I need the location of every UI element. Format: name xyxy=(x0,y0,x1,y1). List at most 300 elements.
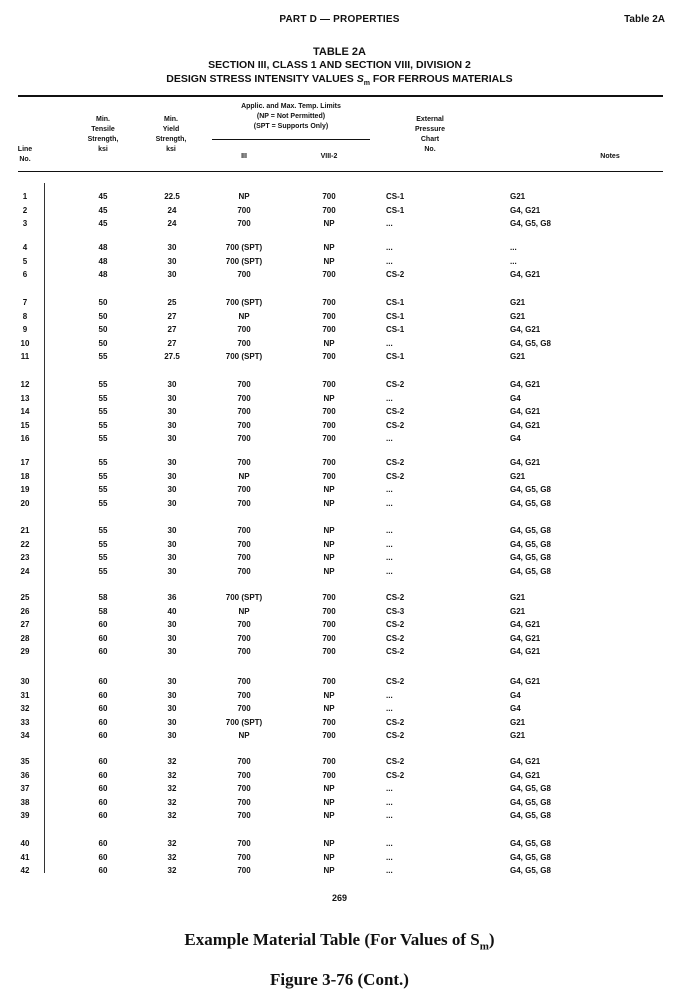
cell-line-no: 29 xyxy=(20,647,30,657)
cell-line-no: 38 xyxy=(20,797,30,807)
table-row xyxy=(0,718,679,731)
cell-yield: 30 xyxy=(167,704,177,714)
cell-line-no: 41 xyxy=(20,852,30,862)
cell-ext-chart: CS-2 xyxy=(386,407,405,417)
cell-line-no: 25 xyxy=(20,593,30,602)
cell-iii-limit: 700 xyxy=(237,434,251,444)
cell-ext-chart: ... xyxy=(386,839,393,848)
cell-tensile: 48 xyxy=(98,256,108,266)
cell-iii-limit: 700 xyxy=(237,205,251,215)
table-row xyxy=(0,339,679,352)
cell-yield: 32 xyxy=(167,852,177,862)
cell-viii-limit: 700 xyxy=(322,352,336,362)
cell-yield: 27.5 xyxy=(164,352,180,362)
cell-notes: G4, G5, G8 xyxy=(510,485,551,495)
cell-iii-limit: 700 xyxy=(237,704,251,714)
cell-line-no: 2 xyxy=(22,205,28,215)
cell-ext-chart: CS-1 xyxy=(386,192,405,201)
cell-yield: 30 xyxy=(167,270,177,280)
table-row xyxy=(0,298,679,311)
cell-tensile: 60 xyxy=(98,717,108,727)
table-row xyxy=(0,866,679,879)
cell-viii-limit: NP xyxy=(323,485,335,495)
cell-iii-limit: NP xyxy=(238,311,250,321)
cell-viii-limit: NP xyxy=(323,704,335,714)
cell-notes: G21 xyxy=(510,593,526,602)
cell-viii-limit: NP xyxy=(323,797,335,807)
cell-iii-limit: NP xyxy=(238,192,250,201)
cell-line-no: 33 xyxy=(20,717,30,727)
table-row xyxy=(0,677,679,690)
col-header-tensile-l4: ksi xyxy=(98,146,108,153)
page-number: 269 xyxy=(331,893,348,903)
cell-viii-limit: NP xyxy=(323,811,335,821)
cell-tensile: 60 xyxy=(98,704,108,714)
cell-iii-limit: NP xyxy=(238,731,250,741)
cell-ext-chart: CS-2 xyxy=(386,458,405,467)
cell-viii-limit: NP xyxy=(323,243,335,252)
cell-iii-limit: 700 xyxy=(237,458,251,467)
cell-iii-limit: 700 xyxy=(237,553,251,563)
cell-ext-chart: CS-1 xyxy=(386,325,405,335)
cell-line-no: 28 xyxy=(20,633,30,643)
cell-tensile: 55 xyxy=(98,420,108,430)
figure-caption xyxy=(0,930,679,952)
table-row xyxy=(0,757,679,770)
cell-yield: 30 xyxy=(167,407,177,417)
cell-ext-chart: CS-2 xyxy=(386,270,405,280)
table-description xyxy=(0,73,679,87)
cell-iii-limit: 700 xyxy=(237,633,251,643)
table-row xyxy=(0,192,679,205)
cell-notes: G4, G5, G8 xyxy=(510,866,551,876)
cell-line-no: 15 xyxy=(20,420,30,430)
cell-yield: 30 xyxy=(167,553,177,563)
cell-iii-limit: 700 xyxy=(237,839,251,848)
cell-viii-limit: 700 xyxy=(322,458,336,467)
cell-line-no: 32 xyxy=(20,704,30,714)
table-row xyxy=(0,634,679,647)
table-row xyxy=(0,647,679,660)
table-title: TABLE 2A xyxy=(313,46,366,58)
cell-ext-chart: CS-1 xyxy=(386,311,405,321)
cell-notes: G4 xyxy=(510,690,521,700)
cell-ext-chart: CS-2 xyxy=(386,717,405,727)
cell-line-no: 40 xyxy=(20,839,30,848)
table-row xyxy=(0,352,679,365)
cell-viii-limit: NP xyxy=(323,256,335,266)
cell-iii-limit: 700 xyxy=(237,420,251,430)
cell-viii-limit: NP xyxy=(323,839,335,848)
cell-line-no: 9 xyxy=(22,325,28,335)
table-row xyxy=(0,472,679,485)
cell-viii-limit: 700 xyxy=(322,298,336,307)
cell-viii-limit: 700 xyxy=(322,593,336,602)
cell-ext-chart: CS-2 xyxy=(386,757,405,766)
cell-notes: G4, G5, G8 xyxy=(510,811,551,821)
cell-notes: G4 xyxy=(510,704,521,714)
cell-iii-limit: 700 xyxy=(237,690,251,700)
cell-tensile: 60 xyxy=(98,770,108,780)
cell-tensile: 58 xyxy=(98,606,108,616)
cell-ext-chart: CS-2 xyxy=(386,633,405,643)
cell-yield: 36 xyxy=(167,593,177,602)
cell-iii-limit: 700 xyxy=(237,407,251,417)
table-row xyxy=(0,553,679,566)
cell-line-no: 1 xyxy=(22,192,28,201)
cell-line-no: 42 xyxy=(20,866,30,876)
cell-tensile: 58 xyxy=(98,593,108,602)
cell-notes: G4 xyxy=(510,393,521,403)
cell-ext-chart: CS-2 xyxy=(386,593,405,602)
cell-line-no: 18 xyxy=(20,471,30,481)
cell-notes: G4, G5, G8 xyxy=(510,498,551,508)
cell-viii-limit: 700 xyxy=(322,606,336,616)
cell-notes: G4, G5, G8 xyxy=(510,784,551,794)
table-row xyxy=(0,811,679,824)
cell-notes: G4, G5, G8 xyxy=(510,797,551,807)
cell-iii-limit: 700 (SPT) xyxy=(225,256,263,266)
cell-iii-limit: 700 xyxy=(237,852,251,862)
cell-notes: G4, G21 xyxy=(510,270,541,280)
cell-notes: G4 xyxy=(510,434,521,444)
cell-yield: 32 xyxy=(167,757,177,766)
cell-ext-chart: ... xyxy=(386,811,393,821)
cell-viii-limit: 700 xyxy=(322,311,336,321)
cell-tensile: 55 xyxy=(98,485,108,495)
cell-iii-limit: 700 xyxy=(237,498,251,508)
cell-tensile: 55 xyxy=(98,393,108,403)
cell-yield: 32 xyxy=(167,811,177,821)
cell-viii-limit: 700 xyxy=(322,633,336,643)
figure-caption-subscript: m xyxy=(479,940,489,953)
cell-yield: 30 xyxy=(167,731,177,741)
cell-iii-limit: 700 xyxy=(237,866,251,876)
table-row xyxy=(0,499,679,512)
col-header-tensile-l3: Strength, xyxy=(87,136,119,143)
cell-ext-chart: CS-2 xyxy=(386,620,405,630)
col-header-line-l2: No. xyxy=(19,156,31,163)
cell-yield: 30 xyxy=(167,526,177,535)
cell-ext-chart: CS-1 xyxy=(386,298,405,307)
table-row xyxy=(0,434,679,447)
cell-ext-chart: CS-3 xyxy=(386,606,405,616)
cell-notes: G21 xyxy=(510,192,526,201)
cell-iii-limit: 700 (SPT) xyxy=(225,298,263,307)
table-row xyxy=(0,325,679,338)
cell-line-no: 7 xyxy=(22,298,28,307)
cell-tensile: 60 xyxy=(98,677,108,686)
table-row xyxy=(0,798,679,811)
cell-tensile: 55 xyxy=(98,471,108,481)
cell-ext-chart: CS-2 xyxy=(386,647,405,657)
cell-ext-chart: ... xyxy=(386,866,393,876)
cell-viii-limit: 700 xyxy=(322,757,336,766)
cell-ext-chart: CS-2 xyxy=(386,770,405,780)
col-header-external-l1: External xyxy=(416,116,444,123)
cell-viii-limit: 700 xyxy=(322,407,336,417)
cell-iii-limit: 700 xyxy=(237,526,251,535)
table-description-suffix: FOR FERROUS MATERIALS xyxy=(369,73,513,85)
cell-yield: 30 xyxy=(167,393,177,403)
cell-yield: 30 xyxy=(167,380,177,389)
table-row xyxy=(0,380,679,393)
cell-yield: 30 xyxy=(167,566,177,576)
cell-line-no: 3 xyxy=(22,219,28,229)
table-row xyxy=(0,526,679,539)
cell-notes: G4, G5, G8 xyxy=(510,539,551,549)
cell-ext-chart: ... xyxy=(386,526,393,535)
cell-viii-limit: 700 xyxy=(322,380,336,389)
table-subtitle: SECTION III, CLASS 1 AND SECTION VIII, DIVISION 2 xyxy=(208,59,471,71)
cell-line-no: 31 xyxy=(20,690,30,700)
cell-iii-limit: 700 xyxy=(237,797,251,807)
table-row xyxy=(0,540,679,553)
table-row xyxy=(0,257,679,270)
cell-viii-limit: NP xyxy=(323,566,335,576)
cell-line-no: 30 xyxy=(20,677,30,686)
col-header-line-l1: Line xyxy=(17,146,33,153)
cell-yield: 32 xyxy=(167,866,177,876)
cell-line-no: 13 xyxy=(20,393,30,403)
cell-viii-limit: NP xyxy=(323,852,335,862)
table-row xyxy=(0,704,679,717)
cell-yield: 30 xyxy=(167,677,177,686)
cell-tensile: 60 xyxy=(98,620,108,630)
cell-viii-limit: 700 xyxy=(322,434,336,444)
cell-ext-chart: ... xyxy=(386,553,393,563)
cell-viii-limit: NP xyxy=(323,526,335,535)
col-header-applic-l1: Applic. and Max. Temp. Limits xyxy=(241,103,341,110)
col-header-iii: III xyxy=(241,153,247,160)
cell-line-no: 23 xyxy=(20,553,30,563)
col-header-yield xyxy=(146,115,196,155)
cell-iii-limit: 700 xyxy=(237,647,251,657)
cell-line-no: 6 xyxy=(22,270,28,280)
cell-viii-limit: NP xyxy=(323,784,335,794)
cell-viii-limit: NP xyxy=(323,690,335,700)
table-row xyxy=(0,620,679,633)
col-header-tensile-l1: Min. xyxy=(96,116,110,123)
cell-notes: G21 xyxy=(510,352,526,362)
cell-tensile: 45 xyxy=(98,192,108,201)
cell-tensile: 55 xyxy=(98,526,108,535)
cell-ext-chart: ... xyxy=(386,852,393,862)
col-header-notes: Notes xyxy=(600,153,620,160)
cell-notes: G4, G5, G8 xyxy=(510,566,551,576)
cell-yield: 30 xyxy=(167,256,177,266)
cell-yield: 30 xyxy=(167,458,177,467)
cell-notes: G21 xyxy=(510,311,526,321)
cell-tensile: 55 xyxy=(98,553,108,563)
page-header-table-ref: Table 2A xyxy=(624,14,665,25)
cell-notes: G4, G21 xyxy=(510,677,541,686)
cell-yield: 40 xyxy=(167,606,177,616)
cell-yield: 32 xyxy=(167,797,177,807)
cell-tensile: 60 xyxy=(98,784,108,794)
table-row xyxy=(0,853,679,866)
cell-line-no: 37 xyxy=(20,784,30,794)
cell-tensile: 55 xyxy=(98,352,108,362)
top-rule xyxy=(18,95,663,97)
cell-yield: 30 xyxy=(167,620,177,630)
cell-line-no: 20 xyxy=(20,498,30,508)
cell-notes: G21 xyxy=(510,298,526,307)
col-header-external xyxy=(400,115,460,155)
cell-ext-chart: CS-2 xyxy=(386,677,405,686)
cell-iii-limit: 700 (SPT) xyxy=(225,352,263,362)
cell-tensile: 45 xyxy=(98,205,108,215)
cell-viii-limit: NP xyxy=(323,393,335,403)
cell-notes: G4, G5, G8 xyxy=(510,852,551,862)
cell-yield: 27 xyxy=(167,325,177,335)
sm-subscript: m xyxy=(363,80,370,88)
cell-line-no: 27 xyxy=(20,620,30,630)
cell-viii-limit: 700 xyxy=(322,471,336,481)
cell-yield: 30 xyxy=(167,539,177,549)
table-row xyxy=(0,421,679,434)
cell-ext-chart: CS-2 xyxy=(386,471,405,481)
cell-tensile: 48 xyxy=(98,243,108,252)
cell-ext-chart: ... xyxy=(386,256,393,266)
cell-viii-limit: NP xyxy=(323,553,335,563)
col-header-yield-l4: ksi xyxy=(166,146,176,153)
cell-iii-limit: 700 (SPT) xyxy=(225,593,263,602)
col-header-tensile-l2: Tensile xyxy=(91,126,115,133)
cell-viii-limit: 700 xyxy=(322,420,336,430)
cell-notes: G4, G21 xyxy=(510,420,541,430)
cell-line-no: 39 xyxy=(20,811,30,821)
cell-iii-limit: 700 xyxy=(237,485,251,495)
cell-tensile: 50 xyxy=(98,298,108,307)
cell-viii-limit: 700 xyxy=(322,620,336,630)
cell-line-no: 19 xyxy=(20,485,30,495)
cell-iii-limit: 700 xyxy=(237,811,251,821)
page-header-title: PART D — PROPERTIES xyxy=(279,14,400,25)
cell-ext-chart: ... xyxy=(386,485,393,495)
cell-line-no: 21 xyxy=(20,526,30,535)
cell-iii-limit: 700 xyxy=(237,393,251,403)
col-header-applic-l3: (SPT = Supports Only) xyxy=(253,123,329,130)
cell-notes: G4, G21 xyxy=(510,647,541,657)
cell-yield: 24 xyxy=(167,219,177,229)
cell-notes: G4, G21 xyxy=(510,380,541,389)
table-row xyxy=(0,243,679,256)
cell-ext-chart: CS-2 xyxy=(386,420,405,430)
cell-iii-limit: 700 xyxy=(237,539,251,549)
cell-notes: G21 xyxy=(510,717,526,727)
table-row xyxy=(0,691,679,704)
cell-line-no: 26 xyxy=(20,606,30,616)
applic-rule xyxy=(212,139,370,140)
table-row xyxy=(0,394,679,407)
cell-ext-chart: ... xyxy=(386,434,393,444)
cell-notes: G21 xyxy=(510,606,526,616)
cell-tensile: 60 xyxy=(98,811,108,821)
cell-yield: 30 xyxy=(167,498,177,508)
cell-ext-chart: ... xyxy=(386,539,393,549)
cell-line-no: 17 xyxy=(20,458,30,467)
table-row xyxy=(0,270,679,283)
cell-viii-limit: 700 xyxy=(322,770,336,780)
table-row xyxy=(0,771,679,784)
cell-tensile: 60 xyxy=(98,633,108,643)
cell-viii-limit: NP xyxy=(323,866,335,876)
cell-tensile: 55 xyxy=(98,434,108,444)
table-row xyxy=(0,485,679,498)
cell-iii-limit: 700 xyxy=(237,270,251,280)
cell-ext-chart: ... xyxy=(386,243,393,252)
cell-iii-limit: NP xyxy=(238,606,250,616)
cell-line-no: 11 xyxy=(20,352,30,362)
cell-iii-limit: 700 xyxy=(237,325,251,335)
table-row xyxy=(0,458,679,471)
cell-viii-limit: NP xyxy=(323,539,335,549)
cell-notes: G4, G21 xyxy=(510,205,541,215)
cell-tensile: 50 xyxy=(98,311,108,321)
cell-viii-limit: 700 xyxy=(322,192,336,201)
cell-yield: 27 xyxy=(167,311,177,321)
cell-iii-limit: 700 xyxy=(237,770,251,780)
cell-line-no: 35 xyxy=(20,757,30,766)
figure-number: Figure 3-76 (Cont.) xyxy=(270,970,409,989)
cell-iii-limit: 700 xyxy=(237,566,251,576)
cell-yield: 30 xyxy=(167,717,177,727)
cell-yield: 30 xyxy=(167,420,177,430)
cell-ext-chart: CS-1 xyxy=(386,205,405,215)
col-header-line xyxy=(10,145,40,165)
cell-tensile: 60 xyxy=(98,797,108,807)
cell-tensile: 50 xyxy=(98,325,108,335)
cell-yield: 30 xyxy=(167,471,177,481)
cell-notes: G4, G21 xyxy=(510,757,541,766)
table-row xyxy=(0,593,679,606)
cell-tensile: 55 xyxy=(98,407,108,417)
cell-tensile: 60 xyxy=(98,839,108,848)
cell-yield: 30 xyxy=(167,434,177,444)
cell-line-no: 12 xyxy=(20,380,30,389)
cell-tensile: 55 xyxy=(98,458,108,467)
cell-notes: G4, G21 xyxy=(510,770,541,780)
cell-ext-chart: CS-2 xyxy=(386,380,405,389)
sm-symbol: S xyxy=(356,73,364,85)
cell-line-no: 16 xyxy=(20,434,30,444)
cell-notes: G4, G5, G8 xyxy=(510,839,551,848)
cell-notes: G4, G5, G8 xyxy=(510,338,551,348)
cell-tensile: 55 xyxy=(98,539,108,549)
cell-ext-chart: ... xyxy=(386,690,393,700)
table-row xyxy=(0,219,679,232)
table-row xyxy=(0,839,679,852)
cell-notes: G4, G21 xyxy=(510,325,541,335)
table-row xyxy=(0,407,679,420)
cell-yield: 30 xyxy=(167,690,177,700)
cell-ext-chart: ... xyxy=(386,784,393,794)
cell-notes: G4, G5, G8 xyxy=(510,219,551,229)
cell-iii-limit: 700 xyxy=(237,219,251,229)
cell-tensile: 60 xyxy=(98,852,108,862)
col-header-applic-l2: (NP = Not Permitted) xyxy=(256,113,326,120)
cell-yield: 25 xyxy=(167,298,177,307)
cell-tensile: 50 xyxy=(98,338,108,348)
cell-ext-chart: ... xyxy=(386,338,393,348)
cell-tensile: 55 xyxy=(98,498,108,508)
cell-yield: 27 xyxy=(167,338,177,348)
cell-iii-limit: 700 xyxy=(237,757,251,766)
col-header-external-l2: Pressure xyxy=(415,126,445,133)
cell-viii-limit: NP xyxy=(323,219,335,229)
cell-iii-limit: 700 xyxy=(237,380,251,389)
